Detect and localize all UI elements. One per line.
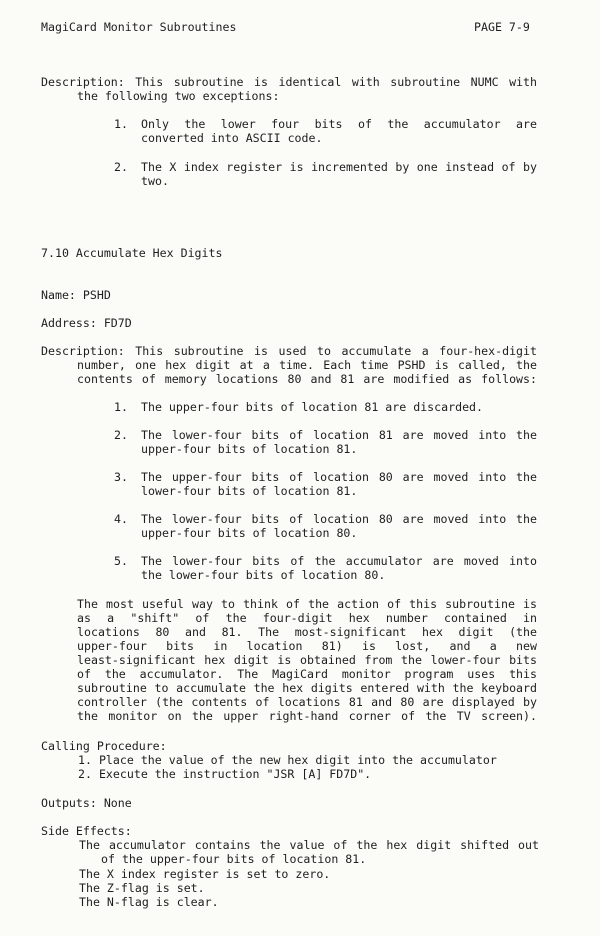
step-2-line-2: upper-four bits of location 81. (141, 442, 358, 456)
calling-step-1: 1. Place the value of the new hex digit into the accumulator (78, 753, 497, 767)
side-effect-line-4: The Z-flag is set. (79, 881, 205, 895)
numc-item-2-number: 2. (114, 160, 128, 174)
numc-item-1-number: 1. (114, 117, 128, 131)
section-heading: 7.10 Accumulate Hex Digits (41, 246, 223, 260)
step-4-number: 4. (114, 512, 128, 526)
paragraph-line-1: The most useful way to think of the action of this subroutine is (77, 597, 537, 611)
side-effect-line-3: The X index register is set to zero. (79, 867, 331, 881)
paragraph-line-7: subroutine to accumulate the hex digits entered with the keyboard (77, 681, 537, 695)
numc-description-line-1: Description: This subroutine is identical with subroutine NUMC with (41, 75, 537, 89)
paragraph-line-8: controller (the contents of locations 81 and 80 are displayed by (77, 695, 537, 709)
pshd-description-line-3: contents of memory locations 80 and 81 are modified as follows: (77, 372, 537, 386)
side-effect-line-1: The accumulator contains the value of the hex digit shifted out (79, 838, 539, 852)
paragraph-line-5: least-significant hex digit is obtained from the lower-four bits (77, 653, 537, 667)
step-3-number: 3. (114, 470, 128, 484)
numc-description-line-2: the following two exceptions: (77, 89, 280, 103)
numc-item-2-line-1: The X index register is incremented by one instead of by (141, 160, 537, 174)
pshd-description-line-2: number, one hex digit at a time. Each time PSHD is called, the (77, 358, 537, 372)
outputs-line: Outputs: None (41, 796, 132, 810)
numc-item-2-line-2: two. (141, 174, 169, 188)
page-number: PAGE 7-9 (474, 20, 530, 34)
paragraph-line-3: locations 80 and 81. The most-significant hex digit (the (77, 625, 537, 639)
paragraph-line-4: upper-four bits in location 81) is lost, and a new (77, 639, 537, 653)
step-3-line-1: The upper-four bits of location 80 are moved into the (141, 470, 537, 484)
pshd-description-line-1: Description: This subroutine is used to accumulate a four-hex-digit (41, 344, 537, 358)
step-2-number: 2. (114, 428, 128, 442)
step-1-number: 1. (114, 400, 128, 414)
paragraph-line-2: as a "shift" of the four-digit hex number contained in (77, 611, 537, 625)
side-effect-line-5: The N-flag is clear. (79, 895, 219, 909)
step-1-line-1: The upper-four bits of location 81 are discarded. (141, 400, 484, 414)
step-5-line-1: The lower-four bits of the accumulator are moved into (141, 554, 537, 568)
side-effect-line-2: of the upper-four bits of location 81. (101, 852, 367, 866)
step-5-number: 5. (114, 554, 128, 568)
subroutine-name: Name: PSHD (41, 288, 111, 302)
running-header-title: MagiCard Monitor Subroutines (41, 20, 237, 34)
side-effects-label: Side Effects: (41, 824, 132, 838)
calling-step-2: 2. Execute the instruction "JSR [A] FD7D". (78, 767, 372, 781)
numc-item-1-line-2: converted into ASCII code. (141, 131, 323, 145)
calling-procedure-label: Calling Procedure: (41, 739, 167, 753)
step-2-line-1: The lower-four bits of location 81 are moved into the (141, 428, 537, 442)
numc-item-1-line-1: Only the lower four bits of the accumulator are (141, 117, 537, 131)
paragraph-line-9: the monitor on the upper right-hand corner of the TV screen). (77, 709, 537, 723)
step-3-line-2: lower-four bits of location 81. (141, 484, 358, 498)
step-4-line-2: upper-four bits of location 80. (141, 526, 358, 540)
step-4-line-1: The lower-four bits of location 80 are moved into the (141, 512, 537, 526)
subroutine-address: Address: FD7D (41, 316, 132, 330)
step-5-line-2: the lower-four bits of location 80. (141, 568, 386, 582)
paragraph-line-6: of the accumulator. The MagiCard monitor program uses this (77, 667, 537, 681)
